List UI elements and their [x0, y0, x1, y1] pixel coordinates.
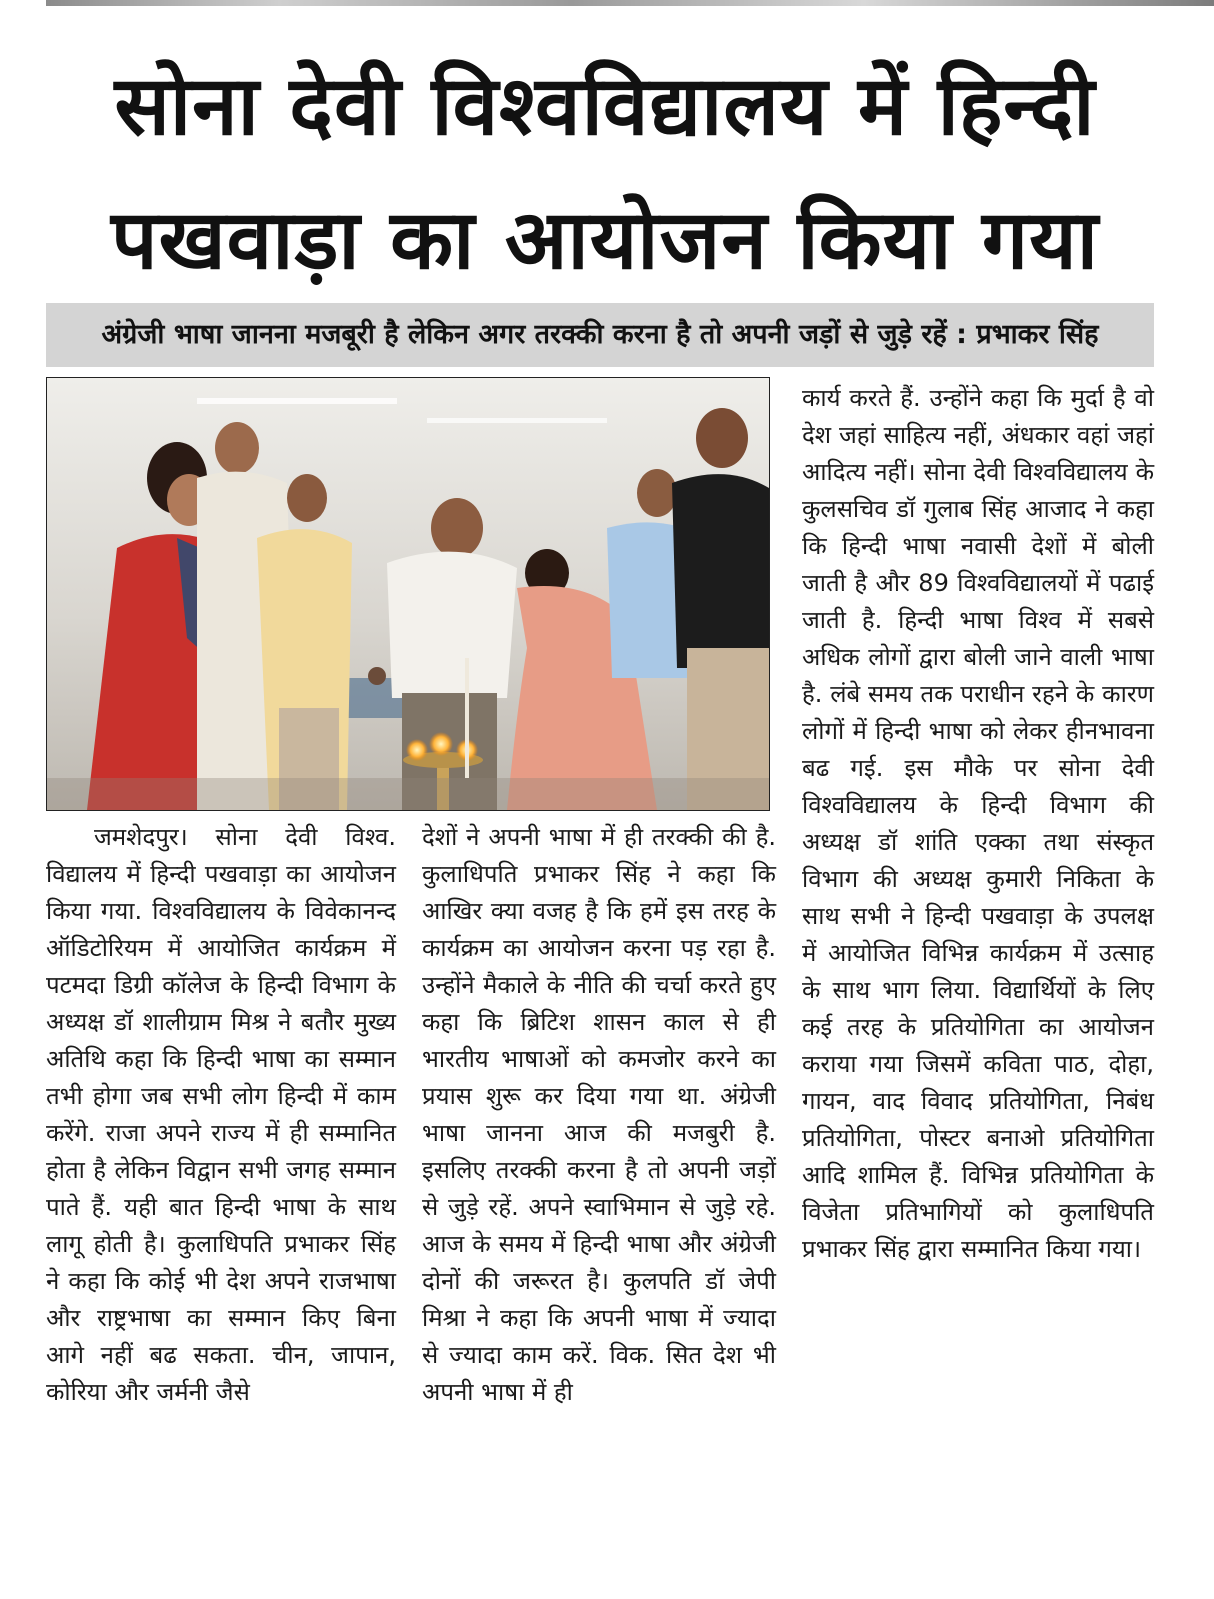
column-3-text: कार्य करते हैं. उन्होंने कहा कि मुर्दा है वो देश जहां साहित्य नहीं, अंधकार वहां जहां आदित्य नहीं। सोना देवी विश्वविद्यालय के कुलसचिव डॉ गुलाब सिंह आजाद ने कहा कि हिन्दी भाषा नवासी देशों में बोली जाती है और 89 विश्वविद्यालयों में पढाई जाती है. हिन्दी भाषा विश्व में सबसे अधिक लोगों द्वारा बोली जाने वाली भाषा है. लंबे समय तक पराधीन रहने के कारण लोगों में हिन्दी भाषा को लेकर हीनभावना बढ गई. इस मौके पर सोना देवी विश्वविद्यालय के हिन्दी विभाग की अध्यक्ष डॉ शांति एक्का तथा संस्कृत विभाग की अध्यक्ष कुमारी निकिता के साथ सभी ने हिन्दी पखवाड़ा के उपलक्ष में आयोजित विभिन्न कार्यक्रम में उत्साह के साथ भाग लिया. विद्यार्थियों के लिए कई तरह के प्रतियोगिता का आयोजन कराया गया जिसमें कविता पाठ, दोहा, गायन, वाद विवाद प्रतियोगिता, निबंध प्रतियोगिता, पोस्टर बनाओ प्रतियोगिता आदि शामिल हैं. विभिन्न प्रतियोगिता के विजेता प्रतिभागियों को कुलाधिपति प्रभाकर सिंह द्वारा सम्मानित किया गया।	[802, 384, 1154, 1263]
event-photo	[46, 377, 770, 811]
article-column-2	[422, 819, 776, 1411]
column-2-text: देशों ने अपनी भाषा में ही तरक्की की है. कुलाधिपति प्रभाकर सिंह ने कहा कि आखिर क्या वजह है कि हमें इस तरह के कार्यक्रम का आयोजन करना पड़ रहा है. उन्होंने मैकाले के नीति की चर्चा करते हुए कहा कि ब्रिटिश शासन काल से ही भारतीय भाषाओं को कमजोर करने का प्रयास शुरू कर दिया गया था. अंग्रेजी भाषा जानना आज की मजबुरी है. इसलिए तरक्की करना है तो अपनी जड़ों से जुड़े रहें. अपने स्वाभिमान से जुड़े रहे. आज के समय में हिन्दी भाषा और अंग्रेजी दोनों की जरूरत है। कुलपति डॉ जेपी मिश्रा ने कहा कि अपनी भाषा में ज्यादा से ज्यादा काम करें. विक. सित देश भी अपनी भाषा में ही	[422, 823, 776, 1406]
headline-line-2: पखवाड़ा का आयोजन किया गया	[111, 193, 1099, 288]
top-border-strip	[46, 0, 1214, 6]
headline-line-1: सोना देवी विश्वविद्यालय में हिन्दी	[114, 59, 1096, 154]
article-column-1	[46, 819, 396, 1411]
column-1-text: जमशेदपुर। सोना देवी विश्व. विद्यालय में हिन्दी पखवाड़ा का आयोजन किया गया. विश्वविद्यालय के विवेकानन्द ऑडिटोरियम में आयोजित कार्यक्रम में पटमदा डिग्री कॉलेज के हिन्दी विभाग के अध्यक्ष डॉ शालीग्राम मिश्र ने बतौर मुख्य अतिथि कहा कि हिन्दी भाषा का सम्मान तभी होगा जब सभी लोग हिन्दी में काम करेंगे. राजा अपने राज्य में ही सम्मानित होता है लेकिन विद्वान सभी जगह सम्मान पाते हैं. यही बात हिन्दी भाषा के साथ लागू होती है। कुलाधिपति प्रभाकर सिंह ने कहा कि कोई भी देश अपने राजभाषा और राष्ट्रभाषा का सम्मान किए बिना आगे नहीं बढ सकता. चीन, जापान, कोरिया और जर्मनी जैसे	[46, 823, 396, 1406]
article-column-3	[802, 380, 1154, 1268]
subheadline: अंग्रेजी भाषा जानना मजबूरी है लेकिन अगर तरक्की करना है तो अपनी जड़ों से जुड़े रहें : प्रभाकर सिंह	[46, 303, 1154, 367]
headline	[30, 40, 1180, 308]
